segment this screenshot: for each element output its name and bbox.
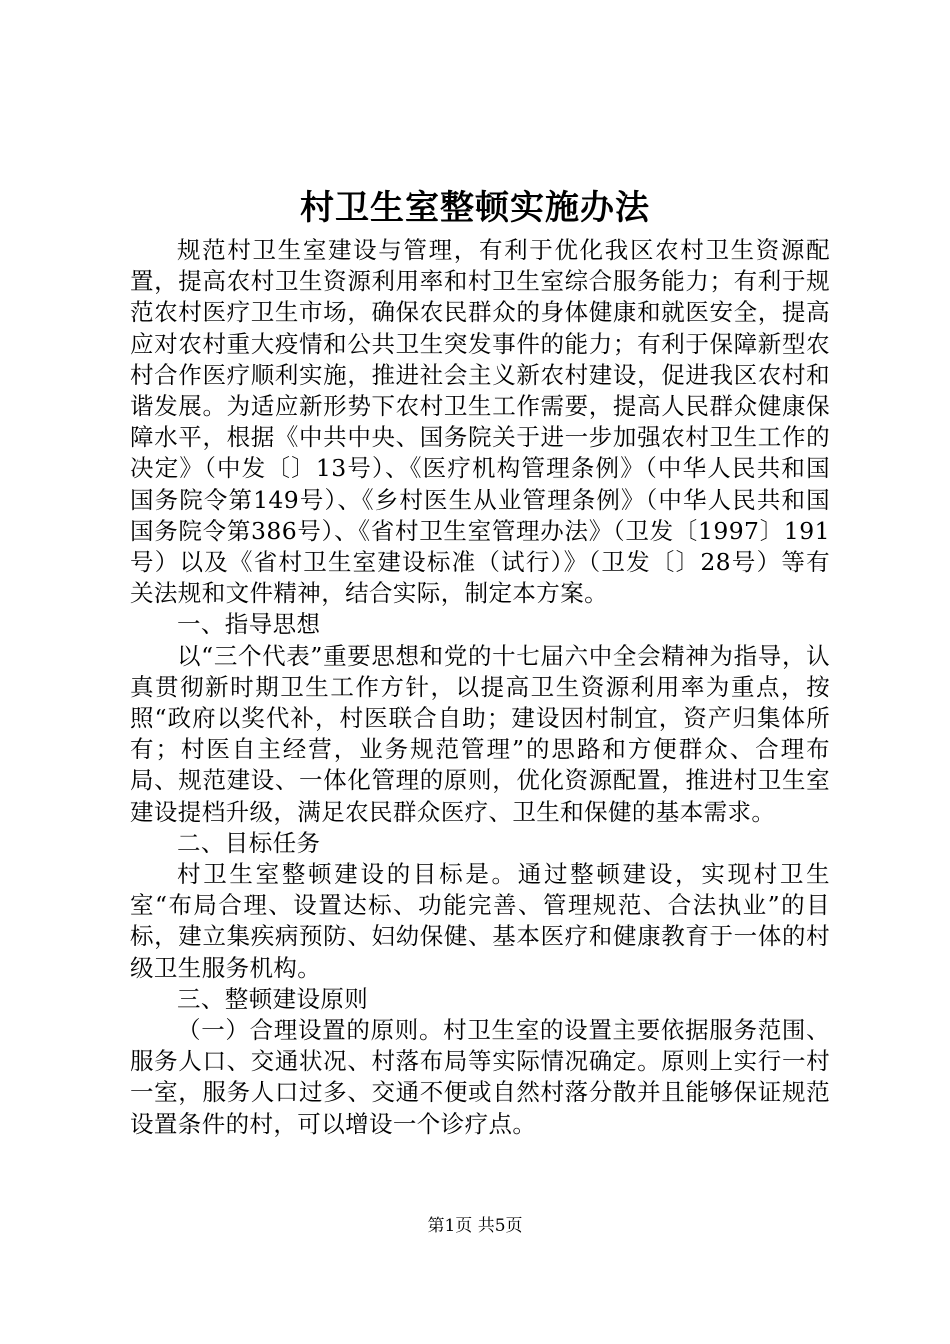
document-body bbox=[130, 235, 830, 1140]
intro-paragraph: 规范村卫生室建设与管理，有利于优化我区农村卫生资源配置，提高农村卫生资源利用率和村卫生室综合服务能力；有利于规范农村医疗卫生市场，确保农民群众的身体健康和就医安全，提高应对农村重大疫情和公共卫生突发事件的能力；有利于保障新型农村合作医疗顺利实施，推进社会主义新农村建设，促进我区农村和谐发展。为适应新形势下农村卫生工作需要，提高人民群众健康保障水平，根据《中共中央、国务院关于进一步加强农村卫生工作的决定》（中发〔〕13号）、《医疗机构管理条例》（中华人民共和国国务院令第149号）、《乡村医生从业管理条例》（中华人民共和国国务院令第386号）、《省村卫生室管理办法》（卫发〔1997〕191号）以及《省村卫生室建设标准（试行）》（卫发〔〕28号）等有关法规和文件精神，结合实际，制定本方案。 bbox=[130, 236, 830, 608]
document-title: 村卫生室整顿实施办法 bbox=[300, 188, 650, 228]
principles-paragraph: （一）合理设置的原则。村卫生室的设置主要依据服务范围、服务人口、交通状况、村落布局等实际情况确定。原则上实行一村一室，服务人口过多、交通不便或自然村落分散并且能够保证规范设置条件的村，可以增设一个诊疗点。 bbox=[130, 1016, 830, 1138]
goals-paragraph: 村卫生室整顿建设的目标是。通过整顿建设，实现村卫生室“布局合理、设置达标、功能完善、管理规范、合法执业”的目标，建立集疾病预防、妇幼保健、基本医疗和健康教育于一体的村级卫生服务机构。 bbox=[130, 860, 830, 982]
section-heading-principles: 三、整顿建设原则 bbox=[177, 984, 369, 1013]
section-heading-guiding-ideology: 一、指导思想 bbox=[177, 610, 321, 639]
section-heading-goals: 二、目标任务 bbox=[177, 828, 321, 857]
guiding-ideology-paragraph: 以“三个代表”重要思想和党的十七届六中全会精神为指导，认真贯彻新时期卫生工作方针，以提高卫生资源利用率为重点，按照“政府以奖代补，村医联合自助；建设因村制宜，资产归集体所有；村医自主经营，业务规范管理”的思路和方便群众、合理布局、规范建设、一体化管理的原则，优化资源配置，推进村卫生室建设提档升级，满足农民群众医疗、卫生和保健的基本需求。 bbox=[130, 641, 830, 826]
page-number-footer: 第1页 共5页 bbox=[427, 1216, 523, 1236]
